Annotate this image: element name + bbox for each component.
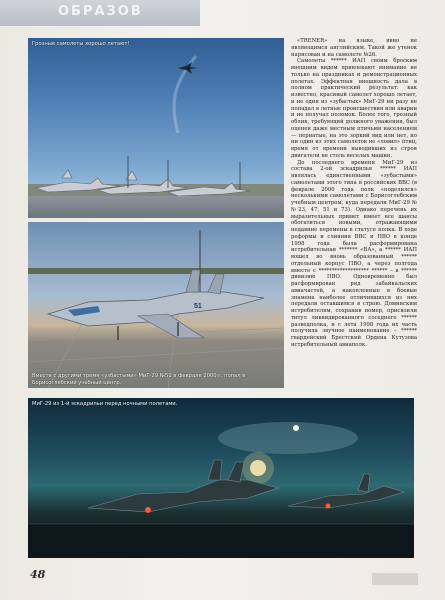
section-header-bar <box>0 0 200 26</box>
photo1-caption: Грозные самолеты хорошо летают! <box>32 41 130 47</box>
photo-display-aircraft <box>28 38 284 218</box>
page-number: 48 <box>30 568 46 581</box>
footer-stamp <box>372 573 418 585</box>
aircraft-side-number: 51 <box>194 303 202 310</box>
article-paragraph: До последнего времени МиГ-29 из состава 2-ой эскадрилья ****** ИАП являлась единственными «зубастыми» самолетами этого типа в российских ВВС (в феврале 2000 года полк «поделился» несколькими самолетами с Борисоглебским учебным центром, куда передали МиГ-29 №№23, 47, 51 и 73). Однако перечень их выразительных примет имеет все шансы обогатиться новыми, отражающими недавние перемены в статусе полка. В ходе реформы и слияния ВВС и ПВО в конце 1998 года была расформирована истребительная ******* «ВА», а ****** ИАП вошел во вновь образованный ****** отдельный корпус ПВО, а через полгода вместе с ******************* ****** – в ****** дивизию ПВО. Одновременно был расформирован ряд забайкальских авиачастей, а накопленные в боевые знамена наиболее отличившихся из них передали оставшимся в строю. Доминским истребителям, сохранив номер, присвоили титул ликвидированного соседнего ****** разведполка, и с лета 1998 года их часть получила звучное наименование – ****** гвардейский Брестский Ордена Кутузова истребительный авиаполк. <box>291 159 417 348</box>
photo1-scene <box>28 38 284 218</box>
section-header-label: ОБРАЗОВ <box>58 4 143 19</box>
photo-night-lineup <box>28 398 414 558</box>
mig29-aircraft-icon <box>48 270 264 340</box>
photo1-tarmac <box>28 196 284 218</box>
jet-in-sky-icon <box>178 62 198 74</box>
article-paragraph: Самолеты ****** ИАП своим броским внешним видом привлекают внимание не только на праздниках и демонстрационных полетах. Эффектная внешность дала в полном практический результат: как известно, красивый самолет хорошо летает, и не один из «зубастых» МиГ-29 ни разу не попадал в летные происшествия или аварии и не получал поломок. Более того, грозный облик, требующий должного уважения, был оценен даже местным птичьим населением — пернатые, на это зоркий вид или нет, но ни один из этих самолетов не «ловил» птиц, время от времени выводивших из строя двигатели не столь веселых машин. <box>291 58 417 159</box>
photo2-caption: Вместе с другими тремя «узбастыми» МиГ-29 №51 в феврале 2000 г. попал в Борисоглебский учебный центр. <box>32 373 246 386</box>
photo3-scene <box>28 398 414 558</box>
moon-icon <box>293 425 299 431</box>
article-paragraph: «TRENER» на языке, явно не являющимся английским. Такой же утенок нарисован и на самолете №26. <box>291 38 417 58</box>
photo3-caption: МиГ-29 из 1-й эскадрильи перед ночными полетами. <box>32 401 178 407</box>
photo2-scene <box>28 222 284 388</box>
photo-mig29-airfield <box>28 222 284 388</box>
